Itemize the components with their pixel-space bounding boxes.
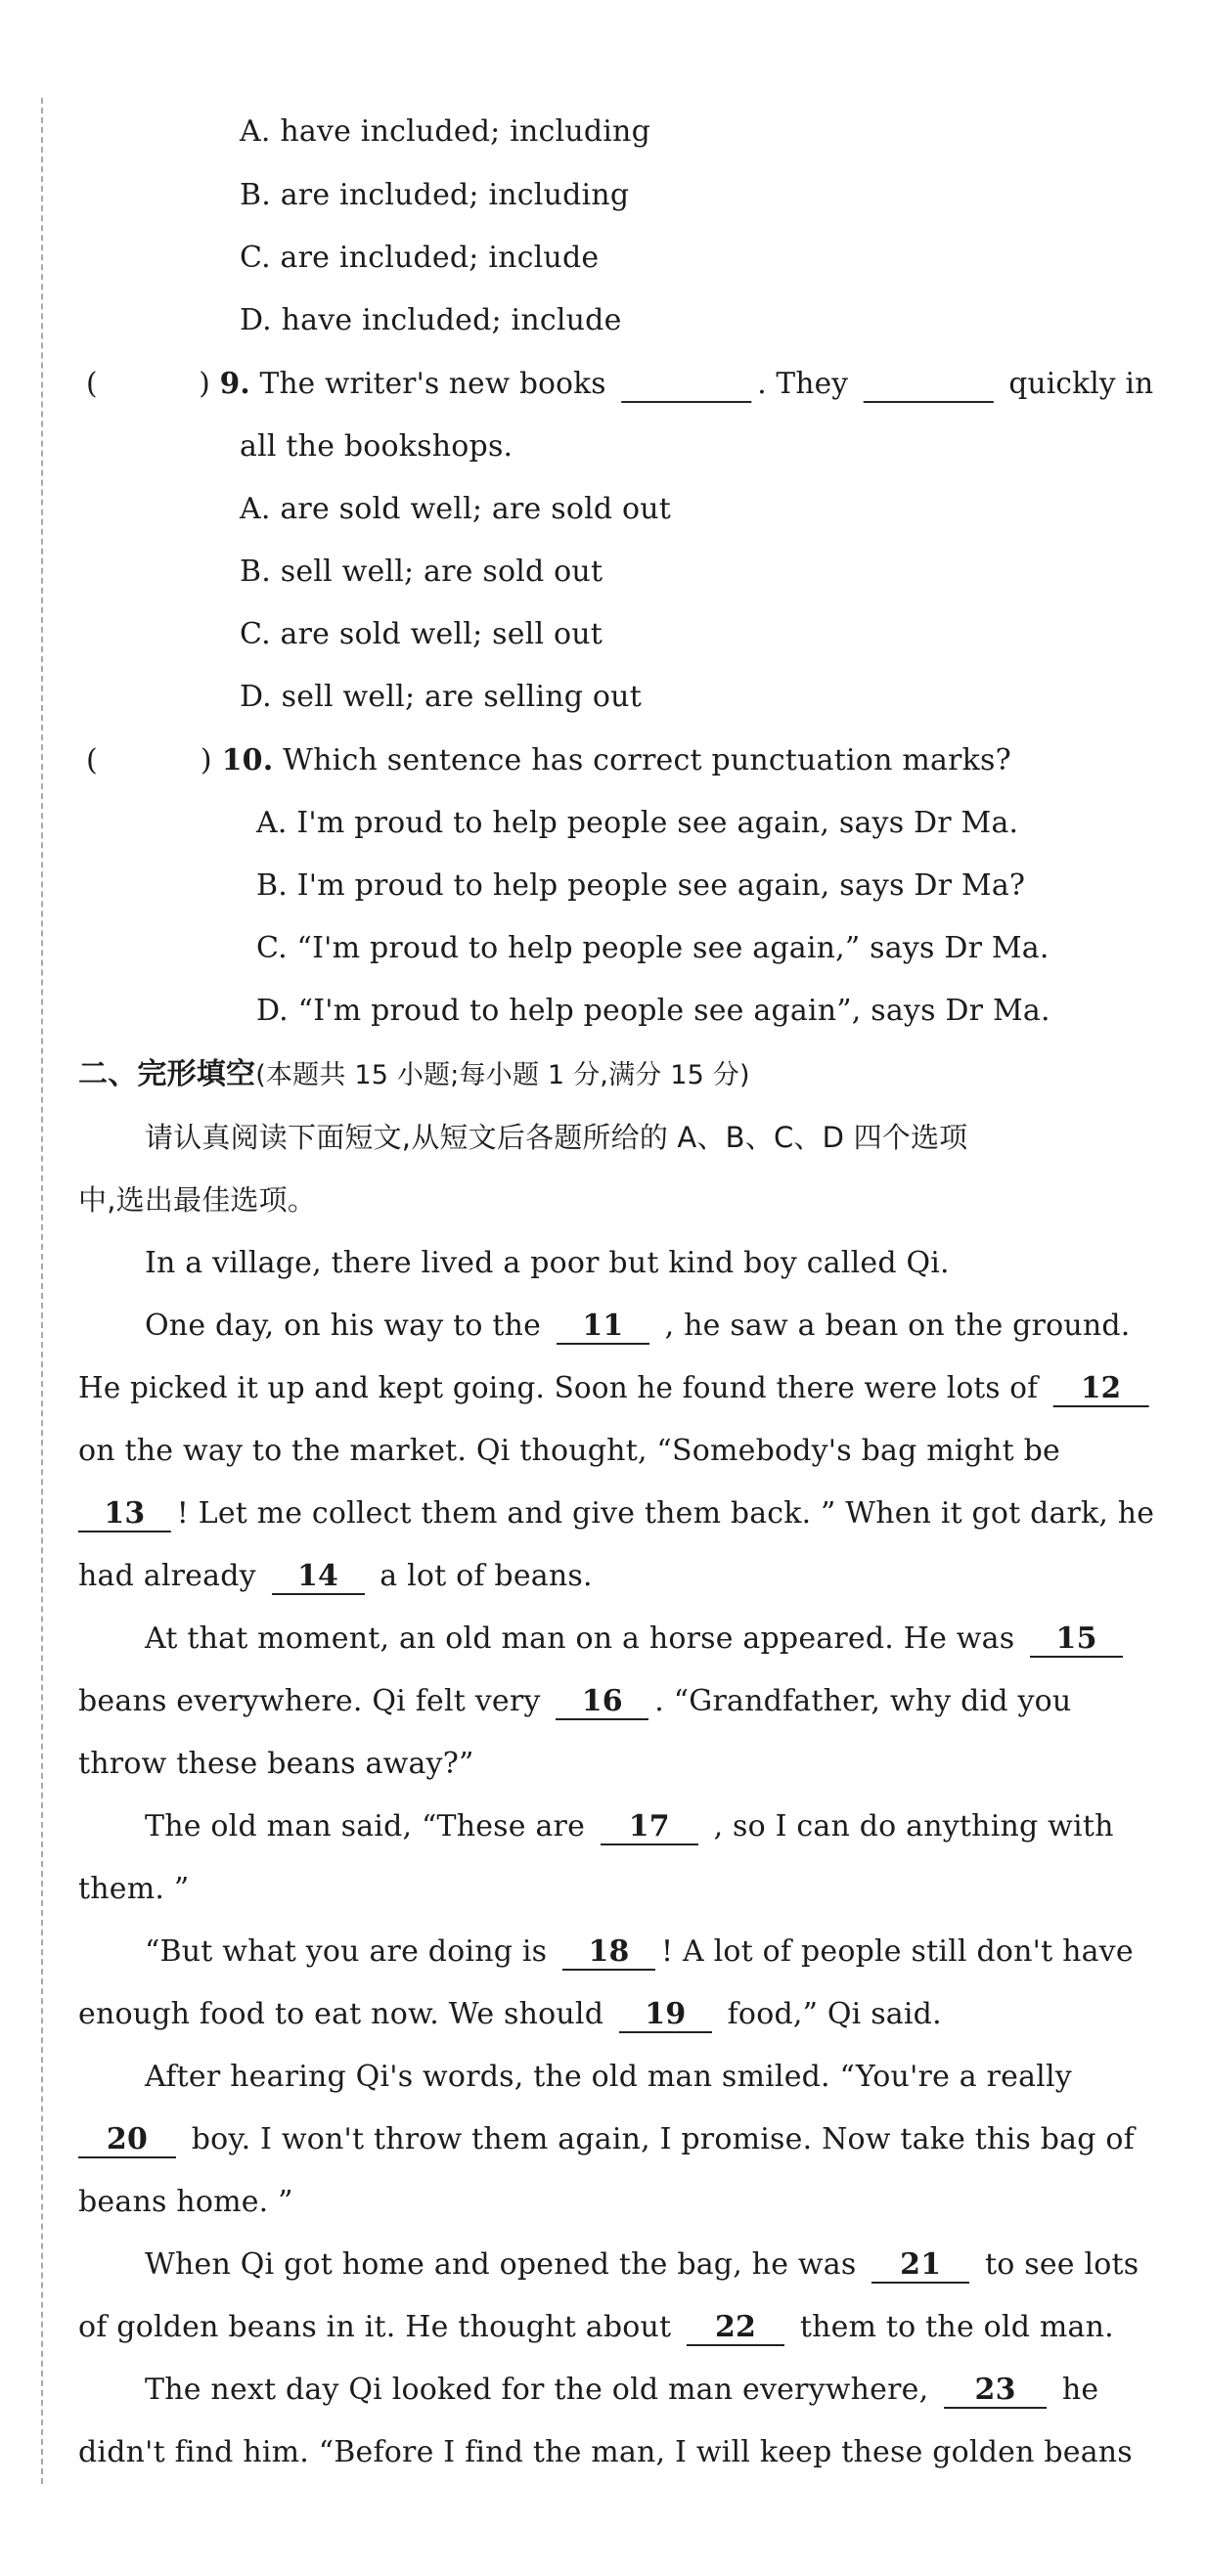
q10-stem-text: Which sentence has correct punctuation marks?: [283, 743, 1011, 777]
binding-dashed-line: [41, 98, 43, 2484]
section-2-heading: [78, 1055, 750, 1095]
passage-text: of golden beans in it. He thought about: [78, 2310, 672, 2344]
q9-option-b: B. sell well; are sold out: [240, 555, 603, 589]
q9-number: 9.: [219, 367, 250, 401]
passage-text: enough food to eat now. We should: [78, 1997, 604, 2031]
passage-text: One day, on his way to the: [145, 1309, 542, 1343]
q9-stem-part1: The writer's new books: [259, 367, 606, 401]
q9-stem: [86, 365, 1153, 404]
passage-line-1: In a village, there lived a poor but kind boy called Qi.: [145, 1246, 950, 1280]
q10-option-c: C. “I'm proud to help people see again,” says Dr Ma.: [256, 931, 1050, 965]
passage-text: to see lots: [984, 2247, 1139, 2282]
q10-option-b: B. I'm proud to help people see again, says Dr Ma?: [256, 868, 1026, 903]
passage-text: “But what you are doing is: [145, 1934, 548, 1969]
blank-22: 22: [687, 2311, 784, 2346]
passage-line-9: throw these beans away?”: [78, 1747, 474, 1781]
section-2-instruction-1: 请认真阅读下面短文,从短文后各题所给的 A、B、C、D 四个选项: [145, 1121, 968, 1154]
blank-11: 11: [557, 1310, 649, 1345]
passage-line-11: them. ”: [78, 1872, 190, 1906]
q10-stem: [86, 741, 1011, 780]
passage-text: At that moment, an old man on a horse appeared. He was: [145, 1621, 1015, 1656]
passage-line-10: [145, 1807, 1114, 1846]
passage-text: boy. I won't throw them again, I promise. Now take this bag of: [191, 2122, 1135, 2156]
passage-text: he: [1061, 2373, 1099, 2407]
passage-line-14: After hearing Qi's words, the old man smiled. “You're a really: [145, 2060, 1072, 2094]
passage-line-17: [145, 2245, 1139, 2285]
passage-line-19: [145, 2371, 1098, 2410]
blank-18: 18: [562, 1935, 655, 1971]
passage-text: . “Grandfather, why did you: [654, 1684, 1072, 1718]
passage-line-5: [78, 1494, 1154, 1533]
blank-19: 19: [619, 1998, 712, 2033]
blank-20: 20: [78, 2123, 176, 2158]
passage-line-20: didn't find him. “Before I find the man, I will keep these golden beans: [78, 2435, 1133, 2469]
q10-option-d: D. “I'm proud to help people see again”, says Dr Ma.: [256, 994, 1050, 1028]
passage-line-12: [145, 1932, 1134, 1972]
passage-line-8: [78, 1682, 1071, 1721]
section-2-title: 二、完形填空: [78, 1057, 256, 1091]
passage-line-18: [78, 2308, 1114, 2347]
passage-line-6: [78, 1557, 593, 1596]
passage-line-4: on the way to the market. Qi thought, “Somebody's bag might be: [78, 1434, 1060, 1468]
blank-21: 21: [871, 2248, 969, 2284]
passage-line-13: [78, 1995, 942, 2034]
blank-16: 16: [556, 1685, 648, 1720]
passage-line-7: [145, 1620, 1129, 1659]
passage-text: food,” Qi said.: [727, 1997, 942, 2031]
q9-blank-1: [621, 368, 751, 403]
passage-text: beans everywhere. Qi felt very: [78, 1684, 541, 1718]
passage-line-3: [78, 1369, 1155, 1408]
q8-option-a: A. have included; including: [240, 114, 650, 149]
passage-text: ! A lot of people still don't have: [661, 1934, 1134, 1969]
passage-text: them to the old man.: [799, 2310, 1114, 2344]
section-2-note: (本题共 15 小题;每小题 1 分,满分 15 分): [255, 1060, 750, 1090]
passage-line-15: [78, 2120, 1135, 2159]
passage-text: , he saw a bean on the ground.: [664, 1309, 1131, 1343]
blank-12: 12: [1053, 1372, 1149, 1407]
q9-option-c: C. are sold well; sell out: [240, 617, 603, 651]
q8-option-d: D. have included; include: [240, 303, 622, 337]
q10-paren-close: ): [200, 743, 212, 777]
q9-option-a: A. are sold well; are sold out: [240, 492, 672, 526]
q9-paren-close: ): [199, 367, 211, 401]
q10-number: 10.: [221, 743, 274, 777]
passage-text: had already: [78, 1559, 256, 1593]
q9-paren-open: (: [86, 367, 98, 401]
blank-17: 17: [601, 1810, 698, 1845]
passage-text: , so I can do anything with: [713, 1809, 1114, 1843]
q9-stem-part2: . They: [757, 367, 849, 401]
passage-text: The old man said, “These are: [145, 1809, 586, 1843]
q9-blank-2: [864, 368, 994, 403]
q10-paren-open: (: [86, 743, 98, 777]
blank-13: 13: [78, 1497, 171, 1532]
passage-text: The next day Qi looked for the old man everywhere,: [145, 2373, 929, 2407]
blank-14: 14: [272, 1560, 365, 1595]
passage-line-16: beans home. ”: [78, 2185, 293, 2219]
q9-stem-line2: all the bookshops.: [240, 429, 514, 464]
passage-text: a lot of beans.: [380, 1559, 593, 1593]
q10-option-a: A. I'm proud to help people see again, says Dr Ma.: [256, 806, 1019, 840]
passage-text: When Qi got home and opened the bag, he was: [145, 2247, 857, 2282]
blank-15: 15: [1030, 1622, 1123, 1658]
passage-text: He picked it up and kept going. Soon he found there were lots of: [78, 1371, 1039, 1405]
passage-text: ! Let me collect them and give them back. ” When it got dark, he: [176, 1496, 1155, 1531]
passage-line-2: [145, 1307, 1131, 1346]
q8-option-c: C. are included; include: [240, 241, 600, 275]
q9-option-d: D. sell well; are selling out: [240, 680, 642, 714]
section-2-instruction-2: 中,选出最佳选项。: [78, 1183, 317, 1217]
blank-23: 23: [944, 2374, 1047, 2409]
q8-option-b: B. are included; including: [240, 178, 630, 212]
q9-stem-part3: quickly in: [1008, 367, 1154, 401]
